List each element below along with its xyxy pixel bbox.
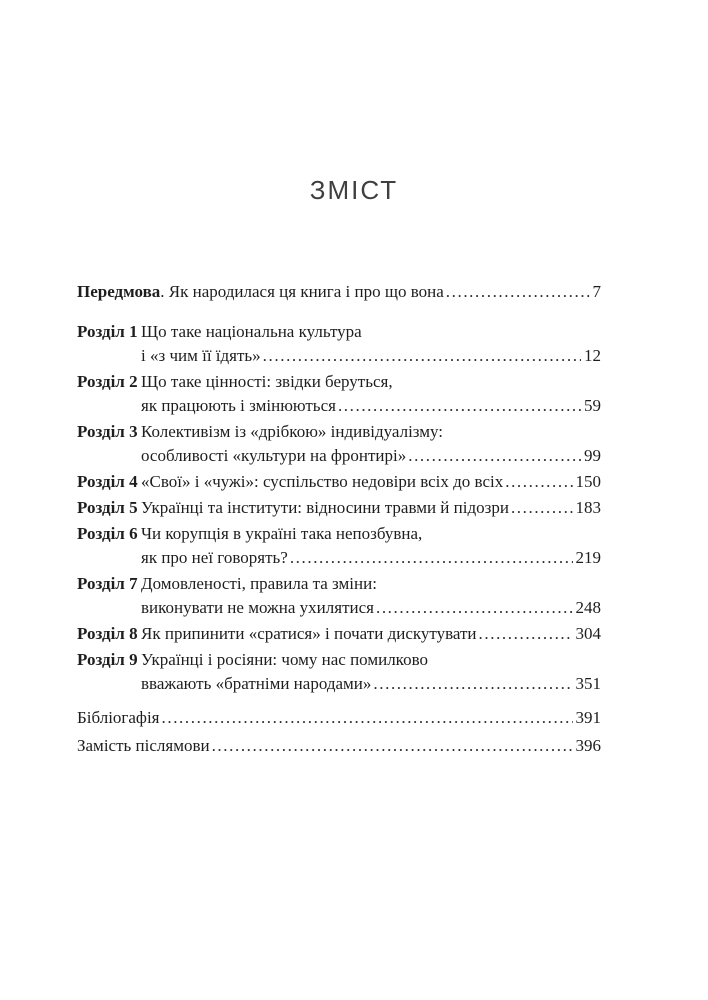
toc-entry-chapter-2 xyxy=(77,370,601,418)
toc-row xyxy=(141,444,601,468)
chapter-title: Українці та інститути: відносини травми й підозри xyxy=(141,498,509,517)
toc-entry-bibliography xyxy=(77,706,601,730)
dot-leader xyxy=(162,706,573,730)
page-number: 351 xyxy=(575,674,601,693)
dot-leader xyxy=(505,470,572,494)
page-number: 219 xyxy=(575,548,601,567)
chapter-title-continuation: як про неї говорять? xyxy=(141,548,288,567)
chapter-label: Розділ 1 xyxy=(77,322,138,341)
page-number: 7 xyxy=(592,282,601,301)
table-of-contents xyxy=(77,280,601,758)
bibliography-title: Бібліогафія xyxy=(77,708,160,727)
toc-entry-body xyxy=(77,706,601,730)
preface-label: Передмова xyxy=(77,282,161,301)
chapter-label: Розділ 8 xyxy=(77,624,138,643)
contents-title: ЗМІСТ xyxy=(309,175,399,205)
chapter-title-continuation: виконувати не можна ухилятися xyxy=(141,598,374,617)
toc-entry-body xyxy=(141,420,601,468)
chapter-title-line: Що таке цінності: звідки беруться, xyxy=(141,372,393,391)
toc-row xyxy=(141,596,601,620)
afterword-title: Замість післямови xyxy=(77,736,210,755)
page-number: 12 xyxy=(584,346,601,365)
toc-entry-chapter-1 xyxy=(77,320,601,368)
preface-title-text: . Як народилася ця книга і про що вона xyxy=(160,282,444,301)
toc-entry-body xyxy=(141,320,601,368)
page-number: 304 xyxy=(575,624,601,643)
page-number: 396 xyxy=(575,736,601,755)
chapter-label: Розділ 4 xyxy=(77,472,138,491)
chapter-title-line: Українці і росіяни: чому нас помилково xyxy=(141,650,428,669)
page-number: 59 xyxy=(584,396,601,415)
chapter-title-continuation: як працюють і змінюються xyxy=(141,396,336,415)
dot-leader xyxy=(212,734,573,758)
toc-row xyxy=(77,734,601,758)
dot-leader xyxy=(479,622,573,646)
chapter-label: Розділ 7 xyxy=(77,574,138,593)
chapter-title-line: Що таке національна культура xyxy=(141,322,362,341)
page-number: 248 xyxy=(575,598,601,617)
dot-leader xyxy=(408,444,581,468)
dot-leader xyxy=(338,394,581,418)
toc-entry-body xyxy=(77,734,601,758)
page-number: 391 xyxy=(575,708,601,727)
chapter-label: Розділ 2 xyxy=(77,372,138,391)
toc-row xyxy=(141,546,601,570)
toc-row xyxy=(141,470,601,494)
toc-entry-afterword xyxy=(77,734,601,758)
toc-entry-body xyxy=(141,470,601,494)
toc-entry-body xyxy=(141,648,601,696)
dot-leader xyxy=(446,280,590,304)
toc-entry-chapter-7 xyxy=(77,572,601,620)
toc-entry-chapter-3 xyxy=(77,420,601,468)
toc-row xyxy=(141,496,601,520)
toc-entry-preface xyxy=(77,280,601,304)
toc-entry-chapter-8 xyxy=(77,622,601,646)
toc-entry-body xyxy=(141,522,601,570)
chapter-title-line: Чи корупція в україні така непозбувна, xyxy=(141,524,423,543)
dot-leader xyxy=(511,496,573,520)
chapter-title-continuation: і «з чим її їдять» xyxy=(141,346,261,365)
toc-row xyxy=(77,706,601,730)
chapter-title: «Свої» і «чужі»: суспільство недовіри всіх до всіх xyxy=(141,472,504,491)
toc-row xyxy=(141,394,601,418)
chapter-title-continuation: вважають «братніми народами» xyxy=(141,674,372,693)
toc-row xyxy=(141,672,601,696)
chapter-title-line: Колективізм із «дрібкою» індивідуалізму: xyxy=(141,422,444,441)
toc-entry-body xyxy=(141,572,601,620)
toc-row xyxy=(141,622,601,646)
toc-entry-body xyxy=(77,280,601,304)
chapter-label: Розділ 3 xyxy=(77,422,138,441)
toc-entry-body xyxy=(141,496,601,520)
toc-entry-body xyxy=(141,622,601,646)
toc-entry-body xyxy=(141,370,601,418)
page-number: 150 xyxy=(575,472,601,491)
toc-entry-chapter-6 xyxy=(77,522,601,570)
dot-leader xyxy=(373,672,572,696)
chapter-label: Розділ 6 xyxy=(77,524,138,543)
toc-entry-chapter-4 xyxy=(77,470,601,494)
chapter-title-continuation: особливості «культури на фронтирі» xyxy=(141,446,407,465)
page-number: 99 xyxy=(584,446,601,465)
dot-leader xyxy=(290,546,573,570)
toc-entry-chapter-9 xyxy=(77,648,601,696)
chapter-label: Розділ 9 xyxy=(77,650,138,669)
toc-row xyxy=(77,280,601,304)
page-number: 183 xyxy=(575,498,601,517)
toc-row xyxy=(141,344,601,368)
preface-title xyxy=(77,280,444,304)
back-matter-section xyxy=(77,706,601,758)
dot-leader xyxy=(263,344,581,368)
chapter-label: Розділ 5 xyxy=(77,498,138,517)
chapter-title: Як припинити «сратися» і почати дискутувати xyxy=(141,624,477,643)
toc-entry-chapter-5 xyxy=(77,496,601,520)
dot-leader xyxy=(376,596,573,620)
chapter-title-line: Домовленості, правила та зміни: xyxy=(141,574,377,593)
